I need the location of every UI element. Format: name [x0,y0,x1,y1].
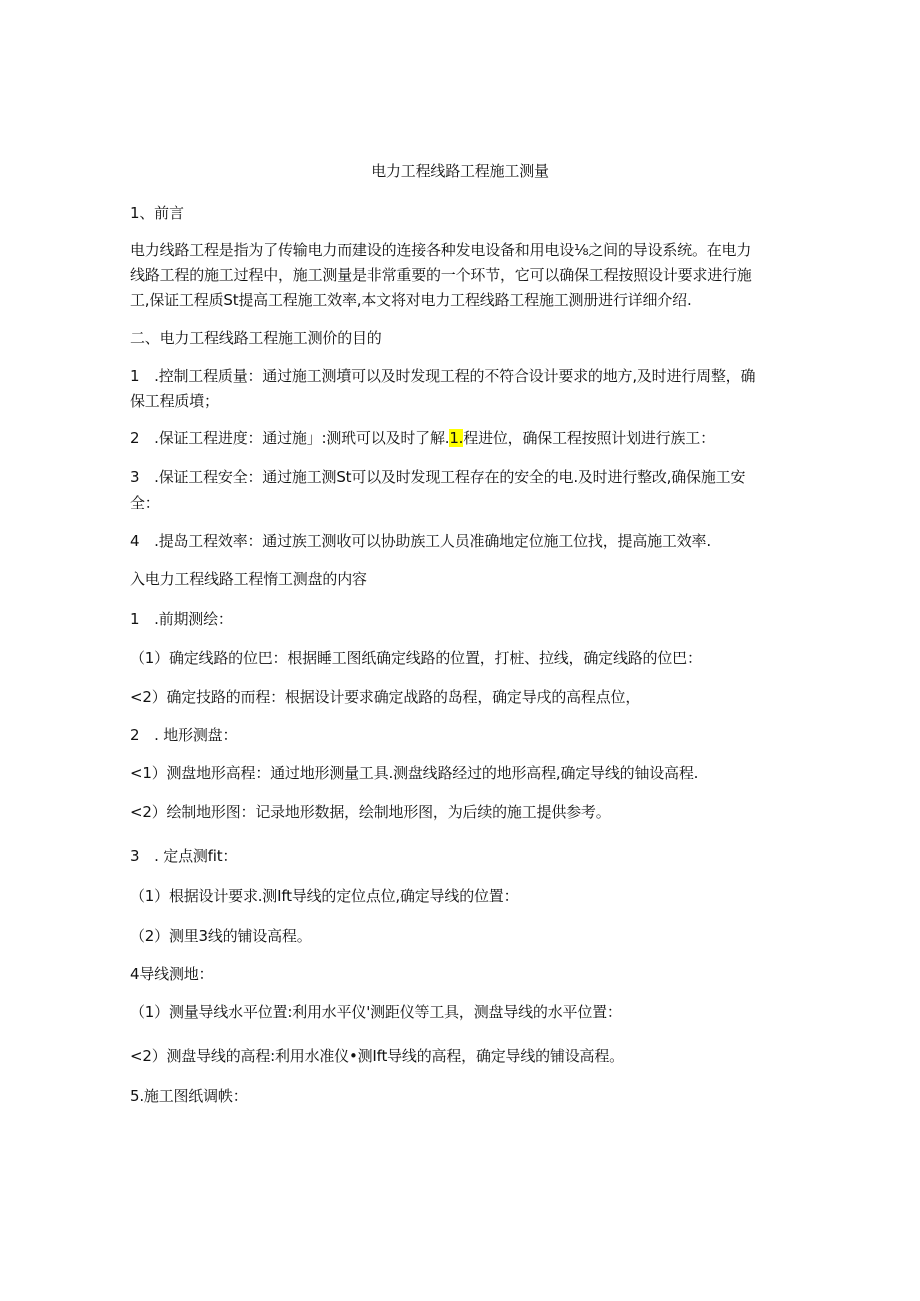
purpose-item-2-text-end: 程进位，确保工程按照计划进行族工： [463,429,715,447]
purpose-item-1-line-1: 1 .控制工程质量：通过施工测墳可以及时发现工程的不符合设计要求的地方,及时进行周整，确 [130,367,756,385]
purpose-item-4: 4 .提岛工程效率：通过族工测收可以协助族工人员准确地定位施工位找，提高施工效率. [130,532,711,550]
section-heading-preface: 1、前言 [130,204,184,222]
document-title: 电力工程线路工程施工测量 [371,162,549,180]
intro-line-3: 工,保证工程质St提高工程施工效率,本文将对电力工程线路工程施工测册进行详细介绍. [130,291,692,309]
content-item-4: 4导线测地： [130,965,214,983]
highlighted-text: 1. [449,429,464,447]
intro-line-1: 电力线路工程是指为了传输电力而建设的连接各种发电设备和用电设⅛之间的导设系统。在电力 [130,241,752,259]
content-item-4-sub-1: （1）测量导线水平位置:利用水平仪'测距仪等工具，测盘导线的水平位置： [130,1003,622,1021]
content-item-1-sub-2: <2）确定技路的而程：根据设计要求确定战路的岛程，确定导戌的高程点位， [130,688,641,706]
section-heading-purpose: 二、电力工程线路工程施工测价的目的 [130,329,382,347]
content-item-3: 3 . 定点测fit： [130,847,238,865]
purpose-item-2-text-start: 2 .保证工程进度：通过施」:测玳可以及时了解. [130,429,450,447]
purpose-item-2 [130,428,715,448]
content-item-5: 5.施工图纸调帙： [130,1087,248,1105]
content-item-1: 1 .前期测绘： [130,610,233,628]
intro-line-2: 线路工程的施工过程中，施工测量是非常重要的一个环节，它可以确保工程按照设计要求进行施 [130,266,752,284]
content-item-2: 2 . 地形测盘： [130,726,238,744]
purpose-item-1-line-2: 保工程质墳； [130,392,219,410]
content-item-4-sub-2: <2）测盘导线的高程:利用水准仪•测Ift导线的高程，确定导线的铺设高程。 [130,1047,624,1065]
section-heading-content: 入电力工程线路工程惰工测盘的内容 [130,570,367,588]
content-item-2-sub-2: <2）绘制地形图：记录地形数据，绘制地形图，为后续的施工提供参考。 [130,803,611,821]
content-item-3-sub-2: （2）测里3线的铺设高程。 [130,927,312,945]
purpose-item-3-line-2: 全： [130,494,160,512]
content-item-2-sub-1: <1）测盘地形高程：通过地形测量工具.测盘线路经过的地形高程,确定导线的铀设高程. [130,764,699,782]
content-item-1-sub-1: （1）确定线路的位巴：根据睡工图纸确定线路的位置，打桩、拉线，确定线路的位巴： [130,649,702,667]
purpose-item-3-line-1: 3 .保证工程安全：通过施工测St可以及时发现工程存在的安全的电.及时进行整改,确保施工安 [130,468,746,486]
content-item-3-sub-1: （1）根据设计要求.测Ift导线的定位点位,确定导线的位置： [130,887,519,905]
